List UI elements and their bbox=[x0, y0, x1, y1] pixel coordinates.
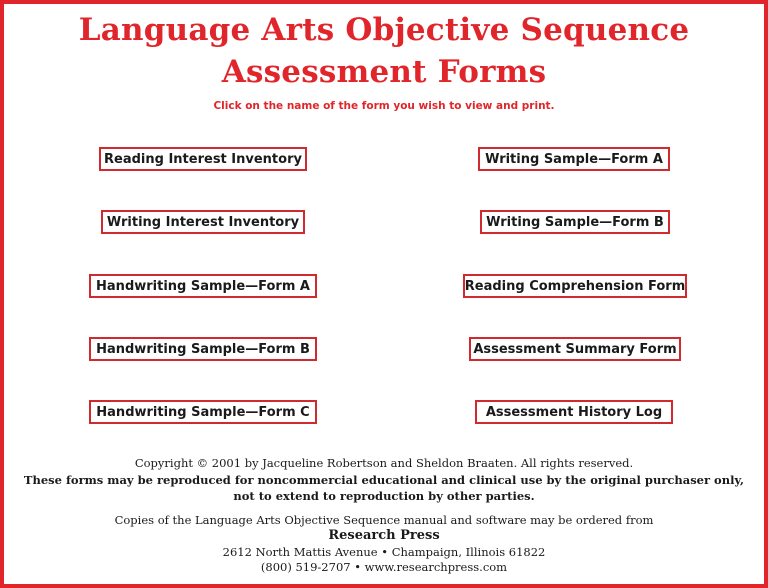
publisher-address: 2612 North Mattis Avenue • Champaign, Illinois 61822 bbox=[222, 545, 546, 559]
writing-sample-form-a-button[interactable]: Writing Sample—Form A bbox=[478, 147, 670, 171]
publisher-contact: (800) 519-2707 • www.researchpress.com bbox=[260, 560, 508, 574]
assessment-history-log-button[interactable]: Assessment History Log bbox=[475, 400, 673, 424]
page-title: Language Arts Objective Sequence bbox=[78, 12, 690, 48]
publisher-name: Research Press bbox=[328, 528, 440, 543]
handwriting-sample-form-c-button[interactable]: Handwriting Sample—Form C bbox=[89, 400, 317, 424]
assessment-summary-form-button[interactable]: Assessment Summary Form bbox=[469, 337, 681, 361]
instruction-text: Click on the name of the form you wish to view and print. bbox=[213, 100, 555, 112]
writing-interest-inventory-button[interactable]: Writing Interest Inventory bbox=[101, 210, 305, 234]
permission-text-line1: These forms may be reproduced for noncommercial educational and clinical use by the original purchaser only, bbox=[23, 473, 745, 487]
page-subtitle: Assessment Forms bbox=[221, 54, 547, 90]
writing-sample-form-b-button[interactable]: Writing Sample—Form B bbox=[480, 210, 670, 234]
order-info-text: Copies of the Language Arts Objective Sequence manual and software may be ordered from bbox=[114, 513, 654, 527]
reading-comprehension-form-button[interactable]: Reading Comprehension Form bbox=[463, 274, 687, 298]
copyright-text: Copyright © 2001 by Jacqueline Robertson and Sheldon Braaten. All rights reserved. bbox=[134, 456, 634, 470]
reading-interest-inventory-button[interactable]: Reading Interest Inventory bbox=[99, 147, 307, 171]
handwriting-sample-form-b-button[interactable]: Handwriting Sample—Form B bbox=[89, 337, 317, 361]
handwriting-sample-form-a-button[interactable]: Handwriting Sample—Form A bbox=[89, 274, 317, 298]
permission-text-line2: not to extend to reproduction by other parties. bbox=[233, 489, 535, 503]
